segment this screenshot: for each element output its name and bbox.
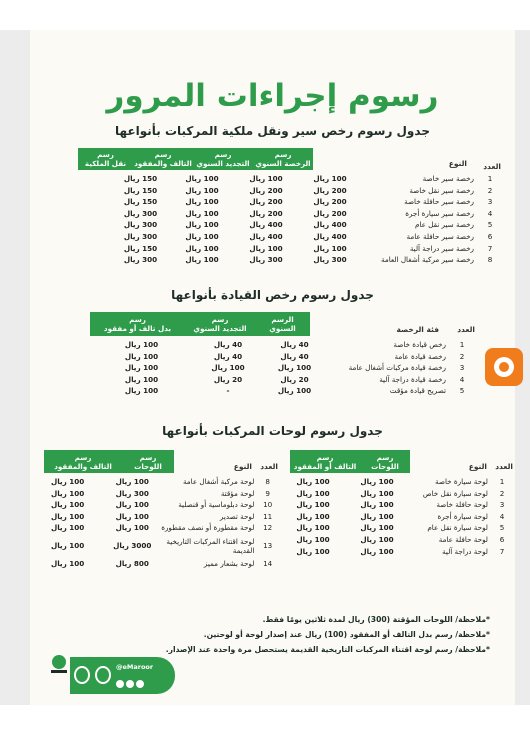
row-type: لوحة بشعار مميز xyxy=(203,558,255,568)
row-type: رخص قيادة خاصة xyxy=(393,340,446,349)
fee-value: 100 ريال xyxy=(185,243,219,253)
table1-type-header: النوع xyxy=(448,159,467,168)
row-type: رخصة سير مركبة أشغال العامة xyxy=(380,255,474,265)
row-type: رخصة قيادة دراجة آلية xyxy=(379,374,446,384)
plates-table-right xyxy=(276,476,513,557)
fee-value: 300 ريال xyxy=(123,231,158,241)
table3-right-col-lost xyxy=(290,450,360,473)
table1-col-annual xyxy=(253,148,313,170)
column-header-line: التجديد السنوي xyxy=(193,324,247,333)
fee-value: 150 ريال xyxy=(123,243,158,253)
table1-col-renewal xyxy=(193,148,253,170)
fee-value: 100 ريال xyxy=(115,511,149,521)
fee-value: 100 ريال xyxy=(50,523,85,533)
row-type: لوحة دبلوماسية أو قنصلية xyxy=(178,500,255,510)
row-number: 4 xyxy=(499,511,505,521)
fee-value: 100 ريال xyxy=(185,197,219,207)
footer-green-bar xyxy=(70,657,175,694)
row-type: رخصة سير سيارة أجرة xyxy=(405,208,474,218)
row-type: لوحة مقطورة أو نصف مقطورة xyxy=(161,523,255,533)
fee-value: 200 ريال xyxy=(313,197,347,207)
table-row xyxy=(111,254,503,266)
instagram-icon xyxy=(126,680,134,688)
fee-value: 100 ريال xyxy=(211,363,245,373)
plates-table-left xyxy=(30,476,278,570)
fee-value: 150 ريال xyxy=(123,185,158,195)
fee-value: 100 ريال xyxy=(185,174,219,183)
note-historic-plates: *ملاحظة/ رسم لوحة اقتناء المركبات التاريخية القديمة يستحصل مرة واحدة عند الإصدار. xyxy=(165,645,490,654)
fee-value: 40 ريال xyxy=(280,351,309,361)
fee-value: 300 ريال xyxy=(115,488,149,498)
fee-value: 100 ريال xyxy=(249,243,283,253)
fee-value: 20 ريال xyxy=(213,374,243,384)
fee-value: 100 ريال xyxy=(124,340,159,349)
row-number: 7 xyxy=(487,243,493,253)
row-type: رخصة قيادة عامة xyxy=(394,351,446,361)
table3-left-col-lost xyxy=(44,450,122,473)
column-header-line: رسم xyxy=(139,452,157,462)
row-number: 5 xyxy=(499,523,505,533)
fee-value: 100 ريال xyxy=(115,477,149,486)
column-header-line: بدل تالف أو مفقود xyxy=(103,324,172,333)
row-number: 9 xyxy=(265,488,270,498)
table-row xyxy=(30,499,278,511)
table1-col-lost xyxy=(133,148,193,170)
column-header-line: الرخصة السنوي xyxy=(255,159,311,168)
table-row xyxy=(111,243,503,255)
row-type: رخصة سير خاصة xyxy=(422,174,474,183)
fee-value: 100 ريال xyxy=(50,488,85,498)
row-type: لوحة سيارة نقل خاص xyxy=(422,488,488,498)
fee-value: 400 ريال xyxy=(249,231,283,241)
table-row xyxy=(111,231,503,243)
table2-col-lost xyxy=(90,312,185,336)
row-type: لوحة حافلة عامة xyxy=(438,534,488,544)
traffic-logo xyxy=(95,666,111,684)
social-icons xyxy=(116,673,144,692)
driving-licenses-table xyxy=(92,339,475,397)
fee-value: 100 ريال xyxy=(185,208,219,218)
footer-social-handle: @eMaroor xyxy=(116,663,154,671)
table-row xyxy=(30,476,278,488)
row-number: 10 xyxy=(263,500,273,510)
fee-value: 100 ريال xyxy=(277,363,312,373)
table-row xyxy=(276,522,513,534)
column-header-line: رسم xyxy=(214,150,232,159)
table-row xyxy=(92,385,475,397)
table2-type-header: فئة الرخصة xyxy=(396,325,439,334)
fee-value: 100 ريال xyxy=(360,500,394,510)
row-type: رخصة سير نقل خاصة xyxy=(409,185,474,195)
fee-value: 150 ريال xyxy=(123,174,158,183)
fee-value: 200 ريال xyxy=(249,185,283,195)
table-row xyxy=(30,558,278,570)
row-number: 4 xyxy=(487,208,493,218)
row-number: 11 xyxy=(263,511,273,521)
fee-value: 100 ريال xyxy=(360,534,394,544)
fee-value: 100 ريال xyxy=(296,488,330,498)
row-number: 1 xyxy=(499,477,505,486)
fee-value: 100 ريال xyxy=(313,174,347,183)
table3-right-header xyxy=(290,450,410,473)
fee-value: 200 ريال xyxy=(313,185,347,195)
row-type: لوحة سيارة أجرة xyxy=(437,511,488,521)
table1-num-header: العدد xyxy=(483,162,501,171)
fees-poster xyxy=(30,30,515,705)
fee-value: 100 ريال xyxy=(50,541,85,551)
fee-value: 300 ريال xyxy=(123,220,158,230)
row-number: 3 xyxy=(459,363,465,373)
column-header-line: اللوحات xyxy=(134,461,162,471)
row-number: 5 xyxy=(459,386,465,396)
fee-value: 100 ريال xyxy=(185,255,219,265)
column-header-line: رسم xyxy=(97,150,114,159)
table-row xyxy=(92,362,475,374)
row-number: 12 xyxy=(263,523,273,533)
column-header-line: رسم xyxy=(376,452,394,462)
row-number: 3 xyxy=(487,197,493,207)
table-row xyxy=(111,208,503,220)
section-title-plates: جدول رسوم لوحات المركبات بأنواعها xyxy=(162,424,383,438)
fee-value: 100 ريال xyxy=(124,386,159,396)
column-header-line: رسم xyxy=(316,452,334,462)
row-number: 1 xyxy=(459,340,465,349)
row-number: 2 xyxy=(499,488,505,498)
row-number: 8 xyxy=(487,255,493,265)
fee-value: 100 ريال xyxy=(185,220,219,230)
fee-value: 20 ريال xyxy=(280,374,309,384)
fee-value: 100 ريال xyxy=(360,488,394,498)
fee-value: 100 ريال xyxy=(50,477,85,486)
row-type: رخصة سير حافلة خاصة xyxy=(404,197,474,207)
fee-value: 100 ريال xyxy=(124,374,159,384)
row-type: لوحة مؤقتة xyxy=(220,488,255,498)
column-header-line: رسم xyxy=(154,150,172,159)
fee-value: 200 ريال xyxy=(313,208,347,218)
table-row xyxy=(276,499,513,511)
screenshot-frame xyxy=(0,30,530,705)
fee-value: 100 ريال xyxy=(360,546,394,556)
vehicle-licenses-table xyxy=(111,173,503,266)
page-title: رسوم إجراءات المرور xyxy=(106,78,439,114)
fee-value: 800 ريال xyxy=(115,558,149,568)
row-type: لوحة حافلة خاصة xyxy=(436,500,488,510)
row-number: 3 xyxy=(499,500,505,510)
column-header-line: التالف والمفقود xyxy=(134,159,192,168)
table3-right-num-header: العدد xyxy=(495,462,513,471)
table3-left-col-plates xyxy=(122,450,174,473)
row-type: لوحة اقتناء المركبات التاريخية القديمة xyxy=(166,536,255,555)
column-header-line: رسم xyxy=(129,315,146,324)
column-header-line: اللوحات xyxy=(371,461,399,471)
fee-value: 100 ريال xyxy=(360,523,394,533)
fee-value: 100 ريال xyxy=(296,477,330,486)
fee-value: 100 ريال xyxy=(124,351,159,361)
fee-value: 100 ريال xyxy=(296,511,330,521)
fee-value: 300 ريال xyxy=(123,255,158,265)
fee-value: 100 ريال xyxy=(185,231,219,241)
fee-value: 40 ريال xyxy=(213,351,243,361)
table3-left-header xyxy=(44,450,174,473)
table-row xyxy=(276,476,513,488)
table-row xyxy=(92,339,475,351)
table1-col-transfer xyxy=(78,148,133,170)
row-type: لوحة مركبة أشغال عامة xyxy=(182,477,255,486)
row-type: لوحة سيارة نقل عام xyxy=(427,523,488,533)
table-row xyxy=(276,546,513,558)
fee-value: 300 ريال xyxy=(123,208,158,218)
table-row xyxy=(111,196,503,208)
fee-value: 400 ريال xyxy=(313,220,347,230)
table2-num-header: العدد xyxy=(457,325,475,334)
fee-value: 400 ريال xyxy=(313,231,347,241)
table3-left-type-header: النوع xyxy=(233,462,252,471)
column-header-line: التالف والمفقود xyxy=(54,461,112,471)
column-header-line: السنوي xyxy=(269,324,296,333)
column-header-line: الرسم xyxy=(271,315,294,324)
fee-value: 100 ريال xyxy=(249,174,283,183)
fee-value: 200 ريال xyxy=(249,197,283,207)
row-type: لوحة دراجة آلية xyxy=(442,546,488,556)
table2-col-annual xyxy=(255,312,310,336)
column-header-line: التجديد السنوي xyxy=(196,159,250,168)
row-number: 5 xyxy=(487,220,493,230)
fee-value: 100 ريال xyxy=(50,500,85,510)
table-row xyxy=(30,522,278,534)
fee-value: 100 ريال xyxy=(124,363,159,373)
section-title-vehicle-licenses: جدول رسوم رخص سير ونقل ملكية المركبات بأنواعها xyxy=(115,124,430,138)
table-row xyxy=(276,511,513,523)
row-number: 6 xyxy=(487,231,493,241)
row-type: رخصة قيادة مركبات أشغال عامة xyxy=(348,363,446,373)
row-type: رخصة سير حافلة عامة xyxy=(406,231,474,241)
fee-value: 40 ريال xyxy=(280,340,309,349)
table3-right-type-header: النوع xyxy=(468,462,487,471)
fee-value: 400 ريال xyxy=(249,220,283,230)
fee-value: 300 ريال xyxy=(313,255,347,265)
table2-header xyxy=(90,312,310,336)
fee-value: - xyxy=(226,386,230,396)
row-type: رخصة سير نقل عام xyxy=(414,220,474,230)
row-number: 2 xyxy=(459,351,465,361)
table3-left-num-header: العدد xyxy=(260,462,278,471)
column-header-line: نقل الملكية xyxy=(84,159,127,168)
fee-value: 100 ريال xyxy=(185,185,219,195)
row-type: لوحة سيارة خاصة xyxy=(435,477,488,486)
twitter-icon xyxy=(116,680,124,688)
row-number: 7 xyxy=(499,546,505,556)
youtube-icon xyxy=(136,680,144,688)
row-number: 13 xyxy=(263,541,273,551)
fee-value: 100 ريال xyxy=(360,511,394,521)
row-number: 8 xyxy=(265,477,270,486)
table-row xyxy=(111,219,503,231)
emblem-logo xyxy=(48,652,70,676)
fee-value: 100 ريال xyxy=(277,386,312,396)
column-header-line: رسم xyxy=(74,452,92,462)
row-number: 14 xyxy=(263,558,273,568)
table-row xyxy=(276,488,513,500)
table-row xyxy=(30,534,278,558)
ministry-logo xyxy=(74,666,90,684)
fee-value: 100 ريال xyxy=(50,558,85,568)
table-row xyxy=(30,511,278,523)
table-row xyxy=(30,488,278,500)
table-row xyxy=(111,185,503,197)
fee-value: 40 ريال xyxy=(213,340,243,349)
fee-value: 300 ريال xyxy=(249,255,283,265)
row-number: 2 xyxy=(487,185,493,195)
table-row xyxy=(92,351,475,363)
row-type: رخصة سير دراجة آلية xyxy=(409,243,474,253)
fee-value: 100 ريال xyxy=(115,500,149,510)
note-lost-plates: *ملاحظة/ رسم بدل التالف أو المفقود (100) ريال عند إصدار لوحة أو لوحتين. xyxy=(203,630,490,639)
watermark-app-icon xyxy=(485,348,523,386)
fee-value: 100 ريال xyxy=(115,523,149,533)
fee-value: 150 ريال xyxy=(123,197,158,207)
column-header-line: رسم xyxy=(211,315,229,324)
fee-value: 100 ريال xyxy=(296,500,330,510)
row-number: 4 xyxy=(459,374,465,384)
fee-value: 100 ريال xyxy=(296,523,330,533)
note-temporary-plates: *ملاحظة/ اللوحات المؤقتة (300) ريال لمدة ثلاثين يومًا فقط. xyxy=(262,615,490,624)
fee-value: 200 ريال xyxy=(249,208,283,218)
section-title-driving-licenses: جدول رسوم رخص القيادة بأنواعها xyxy=(171,288,374,302)
table-row xyxy=(276,534,513,546)
column-header-line: التالف أو المفقود xyxy=(293,461,357,471)
row-number: 6 xyxy=(499,534,505,544)
fee-value: 3000 ريال xyxy=(113,541,152,551)
fee-value: 100 ريال xyxy=(50,511,85,521)
fee-value: 100 ريال xyxy=(313,243,347,253)
fee-value: 100 ريال xyxy=(296,546,330,556)
table-row xyxy=(92,374,475,386)
row-type: لوحة تصدير xyxy=(219,511,255,521)
table1-header xyxy=(78,148,313,170)
row-type: تصريح قيادة مؤقت xyxy=(389,386,446,396)
table2-col-renewal xyxy=(185,312,255,336)
row-number: 1 xyxy=(487,174,493,183)
fee-value: 100 ريال xyxy=(360,477,394,486)
fee-value: 100 ريال xyxy=(296,534,330,544)
table3-right-col-plates xyxy=(360,450,410,473)
column-header-line: رسم xyxy=(274,150,292,159)
table-row xyxy=(111,173,503,185)
notes-block xyxy=(50,615,490,660)
